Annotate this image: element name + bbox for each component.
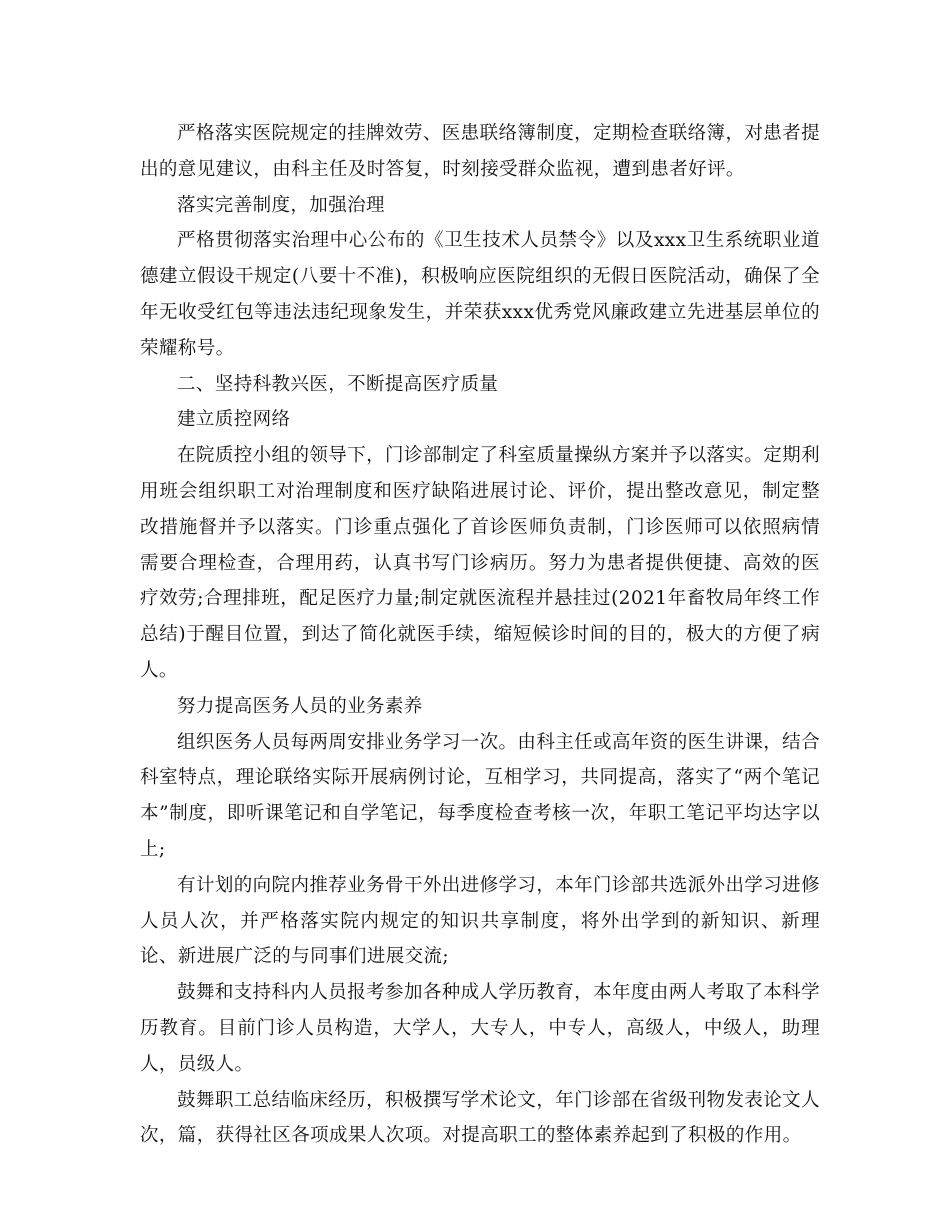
paragraph: 组织医务人员每两周安排业务学习一次。由科主任或高年资的医生讲课，结合科室特点，理论联络实际开展病例讨论，互相学习，共同提高，落实了“两个笔记本”制度，即听课笔记和自学笔记，每季度检查考核一次，年职工笔记平均达字以上; xyxy=(140,731,820,860)
paragraph: 严格落实医院规定的挂牌效劳、医患联络簿制度，定期检查联络簿，对患者提出的意见建议，由科主任及时答复，时刻接受群众监视，遭到患者好评。 xyxy=(140,123,820,180)
paragraph: 严格贯彻落实治理中心公布的《卫生技术人员禁令》以及xxx卫生系统职业道德建立假设干规定(八要十不准)，积极响应医院组织的无假日医院活动，确保了全年无收受红包等违法违纪现象发生，并荣获xxx优秀党风廉政建立先进基层单位的荣耀称号。 xyxy=(140,230,820,359)
paragraph: 鼓舞职工总结临床经历，积极撰写学术论文，年门诊部在省级刊物发表论文人次，篇，获得社区各项成果人次项。对提高职工的整体素养起到了积极的作用。 xyxy=(140,1089,820,1147)
paragraph: 在院质控小组的领导下，门诊部制定了科室质量操纵方案并予以落实。定期利用班会组织职工对治理制度和医疗缺陷进展讨论、评价，提出整改意见，制定整改措施督并予以落实。门诊重点强化了首诊医师负责制，门诊医师可以依照病情需要合理检查，合理用药，认真书写门诊病历。努力为患者提供便捷、高效的医疗效劳;合理排班，配足医疗力量;制定就医流程并悬挂过(2021年畜牧局年终工作总结)于醒目位置，到达了简化就医手续，缩短候诊时间的目的，极大的方便了病人。 xyxy=(140,445,820,681)
section-heading: 落实完善制度，加强治理 xyxy=(177,194,385,216)
section-heading: 努力提高医务人员的业务素养 xyxy=(177,695,423,717)
paragraph: 有计划的向院内推荐业务骨干外出进修学习，本年门诊部共选派外出学习进修人员人次，并严格落实院内规定的知识共享制度，将外出学到的新知识、新理论、新进展广泛的与同事们进展交流; xyxy=(140,874,820,968)
paragraph: 鼓舞和支持科内人员报考参加各种成人学历教育，本年度由两人考取了本科学历教育。目前门诊人员构造，大学人，大专人，中专人，高级人，中级人，助理人，员级人。 xyxy=(140,982,820,1075)
section-heading: 二、坚持科教兴医，不断提高医疗质量 xyxy=(177,373,499,395)
section-heading: 建立质控网络 xyxy=(177,409,291,431)
document-body xyxy=(140,116,820,1154)
